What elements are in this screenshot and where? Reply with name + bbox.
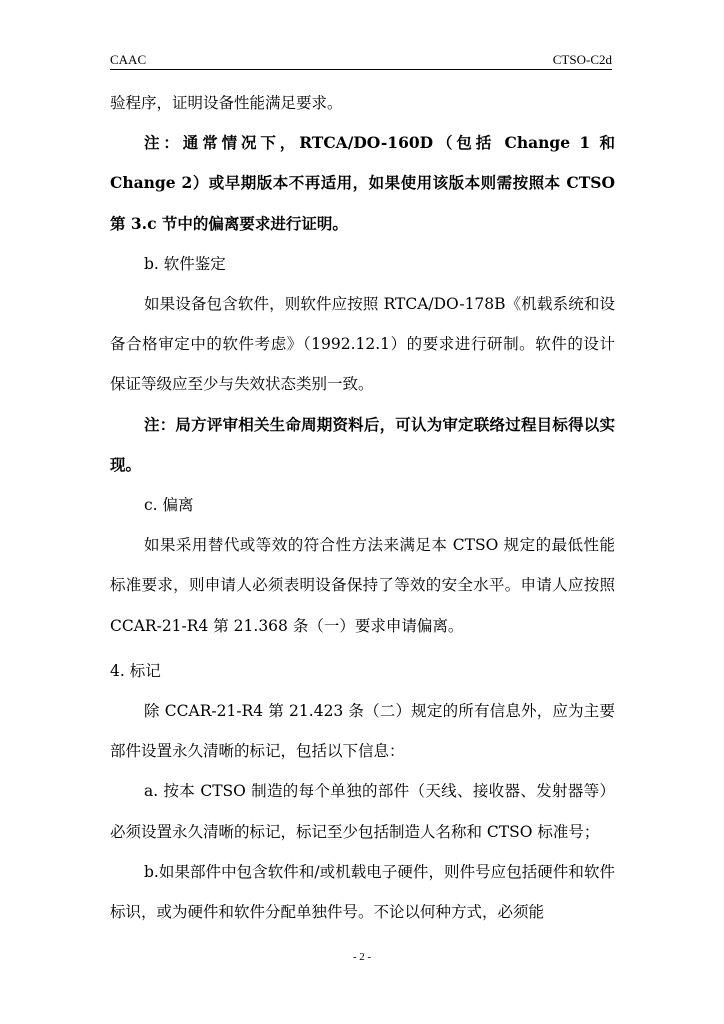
header-doc-id: CTSO-C2d (552, 52, 612, 67)
page-header (110, 53, 612, 70)
section-heading-marking: 4. 标记 (110, 661, 161, 680)
document-body (110, 83, 615, 932)
paragraph-marking-a: a. 按本 CTSO 制造的每个单独的部件（天线、接收器、发射器等）必须设置永久清晰的标记，标记至少包括制造人名称和 CTSO 标准号； (110, 782, 615, 841)
subheading-software: b. 软件鉴定 (144, 254, 226, 273)
note-paragraph: 注：通常情况下，RTCA/DO-160D（包括 Change 1 和 Change 2）或早期版本不再适用，如果使用该版本则需按照本 CTSO 第 3.c 节中的偏离要求进行证明。 (110, 133, 615, 233)
header-org: CAAC (110, 52, 147, 67)
paragraph-deviation: 如果采用替代或等效的符合性方法来满足本 CTSO 规定的最低性能标准要求，则申请人必须表明设备保持了等效的安全水平。申请人应按照 CCAR-21-R4 第 21.368 条（一）要求申请偏离。 (110, 536, 615, 635)
paragraph-marking-b: b.如果部件中包含软件和/或机载电子硬件，则件号应包括硬件和软件标识，或为硬件和软件分配单独件号。不论以何种方式，必须能 (110, 862, 615, 922)
paragraph-marking: 除 CCAR-21-R4 第 21.423 条（二）规定的所有信息外，应为主要部件设置永久清晰的标记，包括以下信息： (110, 702, 615, 761)
note-paragraph: 注：局方评审相关生命周期资料后，可认为审定联络过程目标得以实现。 (110, 414, 615, 474)
subheading-deviation: c. 偏离 (144, 496, 194, 515)
paragraph-software: 如果设备包含软件，则软件应按照 RTCA/DO-178B《机载系统和设备合格审定中的软件考虑》（1992.12.1）的要求进行研制。软件的设计保证等级应至少与失效状态类别一致。 (110, 295, 615, 394)
page-number: - 2 - (352, 951, 372, 963)
paragraph-continued: 验程序，证明设备性能满足要求。 (110, 94, 343, 112)
